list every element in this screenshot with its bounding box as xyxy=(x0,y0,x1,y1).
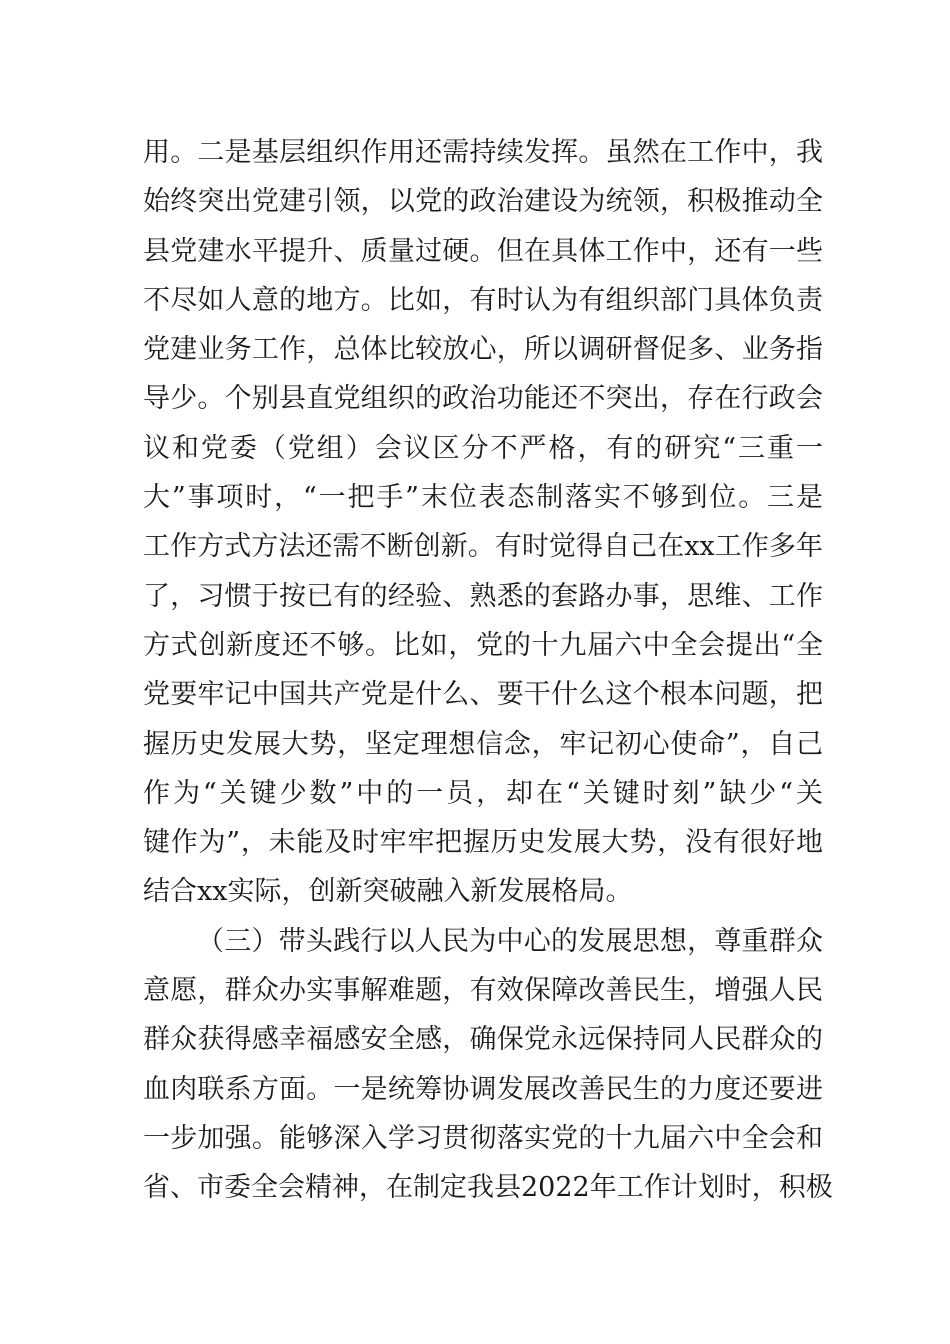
text-line: 党建业务工作，总体比较放心，所以调研督促多、业务指 xyxy=(143,334,823,366)
text-line: 县党建水平提升、质量过硬。但在具体工作中，还有一些 xyxy=(143,235,823,267)
text-line: 省、市委全会精神，在制定我县2022年工作计划时，积极 xyxy=(143,1172,833,1204)
text-line: 议和党委（党组）会议区分不严格，有的研究“三重一 xyxy=(143,432,823,464)
text-line: 导少。个别县直党组织的政治功能还不突出，存在行政会 xyxy=(143,383,823,415)
text-line: 大”事项时，“一把手”末位表态制落实不够到位。三是 xyxy=(143,482,823,514)
text-line: 意愿，群众办实事解难题，有效保障改善民生，增强人民 xyxy=(143,975,823,1007)
text-line: 工作方式方法还需不断创新。有时觉得自己在xx工作多年 xyxy=(143,531,823,563)
text-line: 血肉联系方面。一是统筹协调发展改善民生的力度还要进 xyxy=(143,1073,823,1105)
text-line: 握历史发展大势，坚定理想信念，牢记初心使命”，自己 xyxy=(143,728,823,760)
text-line: 始终突出党建引领，以党的政治建设为统领，积极推动全 xyxy=(143,186,823,218)
text-line: 键作为”，未能及时牢牢把握历史发展大势，没有很好地 xyxy=(143,827,823,859)
text-line: 用。二是基层组织作用还需持续发挥。虽然在工作中，我 xyxy=(143,137,823,168)
text-line: 作为“关键少数”中的一员，却在“关键时刻”缺少“关 xyxy=(143,777,823,809)
body-text xyxy=(143,128,833,1213)
text-line: 结合xx实际，创新突破融入新发展格局。 xyxy=(143,876,633,908)
text-line: 了，习惯于按已有的经验、熟悉的套路办事，思维、工作 xyxy=(143,580,823,612)
section-heading-line: （三）带头践行以人民为中心的发展思想，尊重群众 xyxy=(197,925,823,957)
text-line: 方式创新度还不够。比如，党的十九届六中全会提出“全 xyxy=(143,629,823,661)
text-line: 党要牢记中国共产党是什么、要干什么这个根本问题，把 xyxy=(143,679,823,711)
text-line: 群众获得感幸福感安全感，确保党永远保持同人民群众的 xyxy=(143,1024,823,1056)
text-line: 不尽如人意的地方。比如，有时认为有组织部门具体负责 xyxy=(143,284,823,316)
text-line: 一步加强。能够深入学习贯彻落实党的十九届六中全会和 xyxy=(143,1122,823,1154)
